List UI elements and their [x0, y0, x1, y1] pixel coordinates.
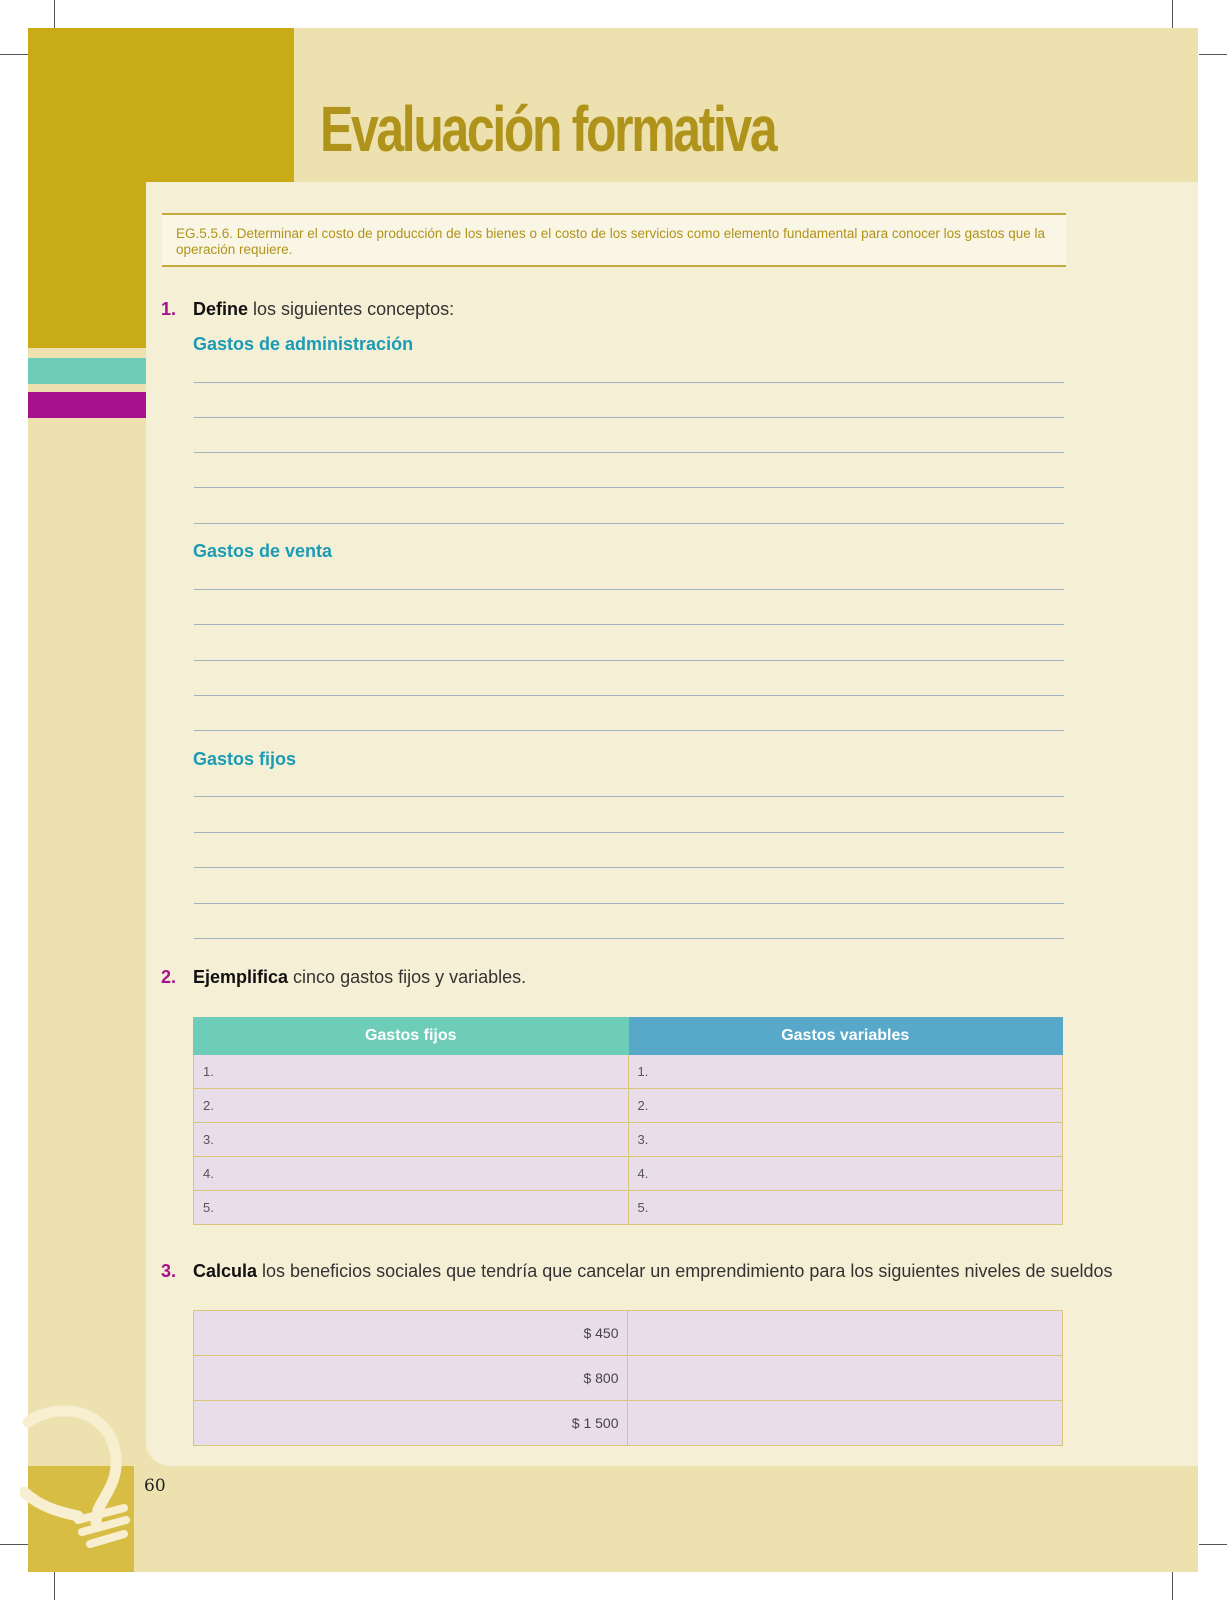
answer-line[interactable] — [194, 832, 1064, 833]
concept-heading-venta: Gastos de venta — [193, 541, 333, 561]
table-cell[interactable]: 3. — [628, 1123, 1063, 1157]
table-cell[interactable]: 1. — [628, 1055, 1063, 1089]
answer-cell[interactable] — [627, 1356, 1062, 1401]
salary-amount: $ 450 — [194, 1311, 628, 1356]
answer-line[interactable] — [194, 452, 1064, 453]
crop-mark — [1199, 54, 1227, 55]
salary-benefits-table — [193, 1310, 1063, 1446]
question-1-verb: Define — [193, 299, 249, 319]
salary-amount: $ 800 — [194, 1356, 628, 1401]
table-cell[interactable]: 2. — [628, 1089, 1063, 1123]
question-3-rest: los beneficios sociales que tendría que cancelar un emprendimiento para los siguientes niveles de sueldos — [257, 1261, 1113, 1281]
table-cell[interactable]: 3. — [194, 1123, 629, 1157]
expenses-table — [193, 1017, 1063, 1225]
question-3-text — [193, 1261, 1113, 1282]
table-row — [194, 1356, 1063, 1401]
table-row — [194, 1191, 1063, 1225]
crop-mark — [54, 1572, 55, 1600]
objective-text: EG.5.5.6. Determinar el costo de producción de los bienes o el costo de los servicios como elemento fundamental para conocer los gastos que la operación requiere. — [176, 226, 1045, 257]
answer-line[interactable] — [194, 730, 1064, 731]
table-cell[interactable]: 2. — [194, 1089, 629, 1123]
answer-line[interactable] — [194, 382, 1064, 383]
crop-mark — [1172, 1572, 1173, 1600]
table-row — [194, 1123, 1063, 1157]
table-cell[interactable]: 1. — [194, 1055, 629, 1089]
salary-amount: $ 1 500 — [194, 1401, 628, 1446]
question-3-verb: Calcula — [193, 1261, 258, 1281]
footer-band — [28, 1466, 1198, 1572]
column-header-gastos-variables: Gastos variables — [628, 1018, 1063, 1055]
answer-line[interactable] — [194, 796, 1064, 797]
answer-line[interactable] — [194, 938, 1064, 939]
table-row — [194, 1089, 1063, 1123]
answer-line[interactable] — [194, 523, 1064, 524]
question-3-number: 3. — [161, 1261, 177, 1281]
crop-mark — [0, 54, 28, 55]
concept-heading-administracion: Gastos de administración — [193, 334, 414, 354]
answer-line[interactable] — [194, 624, 1064, 625]
answer-cell[interactable] — [627, 1311, 1062, 1356]
table-row — [194, 1055, 1063, 1089]
answer-cell[interactable] — [627, 1401, 1062, 1446]
question-1-rest: los siguientes conceptos: — [248, 299, 455, 319]
crop-mark — [1199, 1544, 1227, 1545]
answer-line[interactable] — [194, 487, 1064, 488]
answer-line[interactable] — [194, 903, 1064, 904]
answer-line[interactable] — [194, 417, 1064, 418]
crop-mark — [54, 0, 55, 28]
answer-line[interactable] — [194, 867, 1064, 868]
question-2-number: 2. — [161, 967, 177, 987]
question-1-number: 1. — [161, 299, 177, 319]
table-row — [194, 1401, 1063, 1446]
question-1-text — [193, 299, 454, 320]
magenta-accent-bar — [28, 392, 146, 418]
table-cell[interactable]: 4. — [628, 1157, 1063, 1191]
learning-objective-box — [162, 213, 1066, 267]
crop-mark — [1172, 0, 1173, 28]
column-header-gastos-fijos: Gastos fijos — [194, 1018, 629, 1055]
answer-line[interactable] — [194, 695, 1064, 696]
question-2-text — [193, 967, 526, 988]
question-2-rest: cinco gastos fijos y variables. — [288, 967, 527, 987]
lightbulb-icon — [20, 1400, 140, 1550]
table-cell[interactable]: 5. — [194, 1191, 629, 1225]
question-2-verb: Ejemplifica — [193, 967, 289, 987]
page-number: 60 — [144, 1476, 166, 1496]
table-cell[interactable]: 4. — [194, 1157, 629, 1191]
table-row — [194, 1311, 1063, 1356]
concept-heading-fijos: Gastos fijos — [193, 749, 297, 769]
table-row — [194, 1157, 1063, 1191]
table-cell[interactable]: 5. — [628, 1191, 1063, 1225]
answer-line[interactable] — [194, 660, 1064, 661]
teal-accent-bar — [28, 358, 146, 384]
answer-line[interactable] — [194, 589, 1064, 590]
page-title: Evaluación formativa — [320, 93, 776, 165]
table-header-row — [194, 1018, 1063, 1055]
